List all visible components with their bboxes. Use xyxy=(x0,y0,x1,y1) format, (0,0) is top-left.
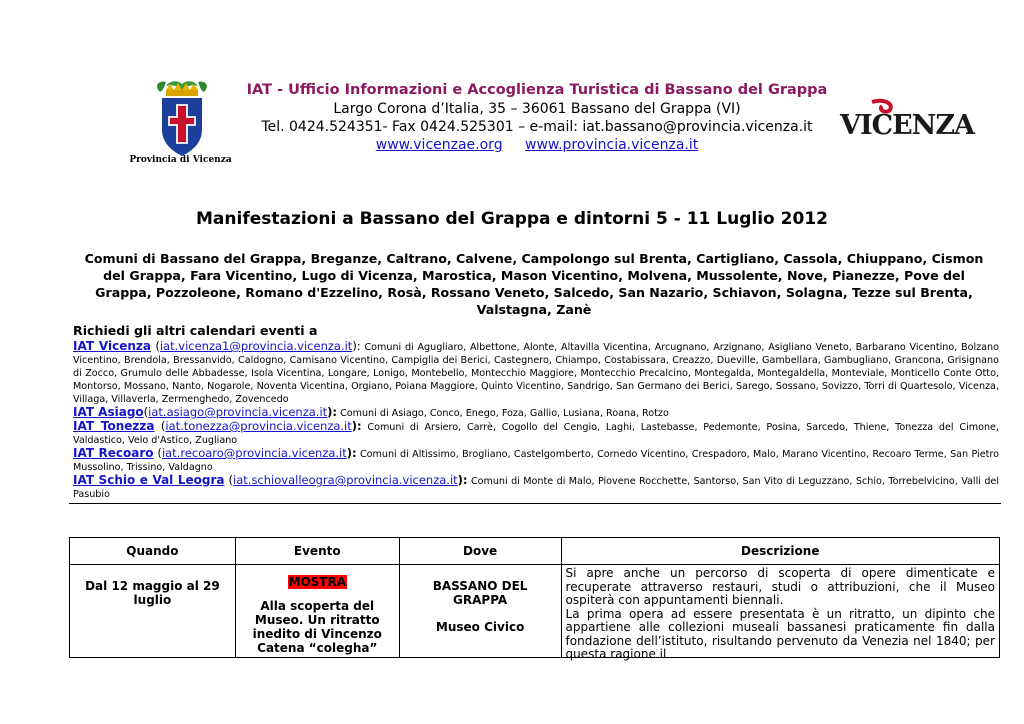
event-cell xyxy=(235,565,399,658)
event-when-text: Dal 12 maggio al 29 luglio xyxy=(85,579,220,607)
email-prefix: ( xyxy=(150,339,160,353)
vicenza-logo xyxy=(838,100,974,141)
calendar-comuni-recoaro: Comuni di Altissimo, Brogliano, Castelgomberto, Cornedo Vicentino, Crespadoro, Malo, Marano Vicentino, Recoaro Terme, San Pietro Mussolino, Trissino, Valdagno xyxy=(73,449,999,473)
event-city: BASSANO DEL GRAPPA xyxy=(432,579,528,607)
calendar-link-recoaro[interactable]: IAT Recoaro xyxy=(73,446,154,460)
calendar-entry-vicenza xyxy=(73,340,999,406)
calendar-comuni-schio: Comuni di Monte di Malo, Piovene Rocchette, Santorso, San Vito di Leguzzano, Schio, Torrebelvicino, Valli del Pasubio xyxy=(73,476,999,500)
description-paragraph: Si apre anche un percorso di scoperta di opere dimenticate e recuperate attraverso restauri, studi o attribuzioni, che il Museo ospiterà con appuntamenti biennali. xyxy=(565,566,995,607)
email-suffix: ): xyxy=(352,339,361,353)
email-prefix: ( xyxy=(154,419,166,433)
header-dove: Dove xyxy=(399,538,561,565)
email-link-tonezza[interactable]: iat.tonezza@provincia.vicenza.it xyxy=(165,419,352,433)
calendar-link-vicenza[interactable]: IAT Vicenza xyxy=(73,339,151,353)
link-provincia[interactable]: www.provincia.vicenza.it xyxy=(525,137,699,153)
email-link-recoaro[interactable]: iat.recoaro@provincia.vicenza.it xyxy=(161,446,347,460)
calendar-section xyxy=(73,324,999,501)
email-suffix: ): xyxy=(346,446,357,460)
calendar-comuni-vicenza: Comuni di Agugliaro, Albettone, Alonte, Altavilla Vicentina, Arcugnano, Arzignano, Asigliano Veneto, Barbarano Vicentino, Bolzano Vicentino, Brendola, Bressanvido, Caldogno, Camisano Vicentino, Campiglia dei Berici, Castegnero, Chiampo, Costabissara, Creazzo, Dueville, Gambellara, Gambugliano, Grancona, Grisignano di Zocco, Grumulo delle Abbadesse, Isola Vicentina, Longare, Lonigo, Montebello, Montecchio Maggiore, Montecchio Precalcino, Montegalda, Montegaldella, Monteviale, Monticello Conte Otto, Montorso, Mossano, Nanto, Nogarole, Noventa Vicentina, Orgiano, Poiana Maggiore, Quinto Vicentino, Sandrigo, San Germano dei Berici, Sarego, Sossano, Sovizzo, Torri di Quartesolo, Vicenza, Villaga, Villaverla, Zermenghedo, Zovencedo xyxy=(73,342,999,405)
table-row xyxy=(70,565,1000,658)
vicenza-logo-text: VICENZA xyxy=(840,110,974,141)
crest-caption: Provincia di Vicenza xyxy=(129,155,232,165)
event-when xyxy=(70,565,236,658)
office-links xyxy=(232,137,842,153)
table-header-row xyxy=(70,538,1000,565)
email-link-vicenza[interactable]: iat.vicenza1@provincia.vicenza.it xyxy=(159,339,353,353)
calendar-entry-recoaro xyxy=(73,447,999,474)
event-place: Museo Civico xyxy=(435,620,525,634)
events-table xyxy=(69,537,1000,661)
calendar-link-asiago[interactable]: IAT Asiago xyxy=(73,405,144,419)
email-suffix: ): xyxy=(327,405,338,419)
event-type-badge: MOSTRA xyxy=(288,575,346,589)
calendar-comuni-tonezza: Comuni di Arsiero, Carrè, Cogollo del Cengio, Laghi, Lastebasse, Pedemonte, Posina, Sarcedo, Thiene, Tonezza del Cimone, Valdastico, Velo d'Astico, Zugliano xyxy=(73,422,999,446)
event-description-text xyxy=(565,566,995,661)
email-link-asiago[interactable]: iat.asiago@provincia.vicenza.it xyxy=(148,405,328,419)
province-crest-logo xyxy=(152,78,212,160)
event-description xyxy=(561,565,999,661)
email-suffix: ): xyxy=(351,419,362,433)
header-evento: Evento xyxy=(235,538,399,565)
header-quando: Quando xyxy=(70,538,236,565)
email-suffix: ): xyxy=(457,473,468,487)
email-prefix: ( xyxy=(143,405,149,419)
calendar-heading: Richiedi gli altri calendari eventi a xyxy=(73,323,318,338)
section-divider xyxy=(69,503,1001,504)
office-address: Largo Corona d’Italia, 35 – 36061 Bassano del Grappa (VI) xyxy=(333,101,741,117)
description-paragraph: La prima opera ad essere presentata è un ritratto, un dipinto che appartiene alle collezioni museali bassanesi praticamente fin dalla fondazione dell’istituto, risultando pervenuto da Venezia nel 1840; per questa ragione il xyxy=(565,606,995,661)
email-link-schio[interactable]: iat.schiovalleogra@provincia.vicenza.it xyxy=(233,473,458,487)
comuni-list: Comuni di Bassano del Grappa, Breganze, Caltrano, Calvene, Campolongo sul Brenta, Cartigliano, Cassola, Chiuppano, Cismon del Grappa, Fara Vicentino, Lugo di Vicenza, Marostica, Mason Vicentino, Molvena, Mussolente, Nove, Pianezze, Pove del Grappa, Pozzoleone, Romano d'Ezzelino, Rosà, Rossano Veneto, Salcedo, San Nazario, Schiavon, Solagna, Tezze sul Brenta, Valstagna, Zanè xyxy=(84,251,984,317)
calendar-link-schio[interactable]: IAT Schio e Val Leogra xyxy=(73,473,225,487)
calendar-entry-schio xyxy=(73,474,999,501)
office-title: IAT - Ufficio Informazioni e Accoglienza Turistica di Bassano del Grappa xyxy=(246,82,828,98)
email-prefix: ( xyxy=(153,446,162,460)
event-title: Alla scoperta del Museo. Un ritratto inedito di Vincenzo Catena “colegha” xyxy=(252,599,382,655)
calendar-entry-asiago xyxy=(73,406,999,420)
header-descrizione: Descrizione xyxy=(561,538,999,565)
calendar-comuni-asiago: Comuni di Asiago, Conco, Enego, Foza, Gallio, Lusiana, Roana, Rotzo xyxy=(337,408,669,419)
office-contacts: Tel. 0424.524351- Fax 0424.525301 – e-mail: iat.bassano@provincia.vicenza.it xyxy=(261,119,813,135)
shield-icon xyxy=(162,98,202,156)
calendar-link-tonezza[interactable]: IAT Tonezza xyxy=(73,419,155,433)
email-prefix: ( xyxy=(224,473,234,487)
page-title: Manifestazioni a Bassano del Grappa e dintorni 5 - 11 Luglio 2012 xyxy=(196,209,828,229)
link-vicenzae[interactable]: www.vicenzae.org xyxy=(375,137,503,153)
event-where xyxy=(399,565,561,658)
calendar-entry-tonezza xyxy=(73,420,999,447)
